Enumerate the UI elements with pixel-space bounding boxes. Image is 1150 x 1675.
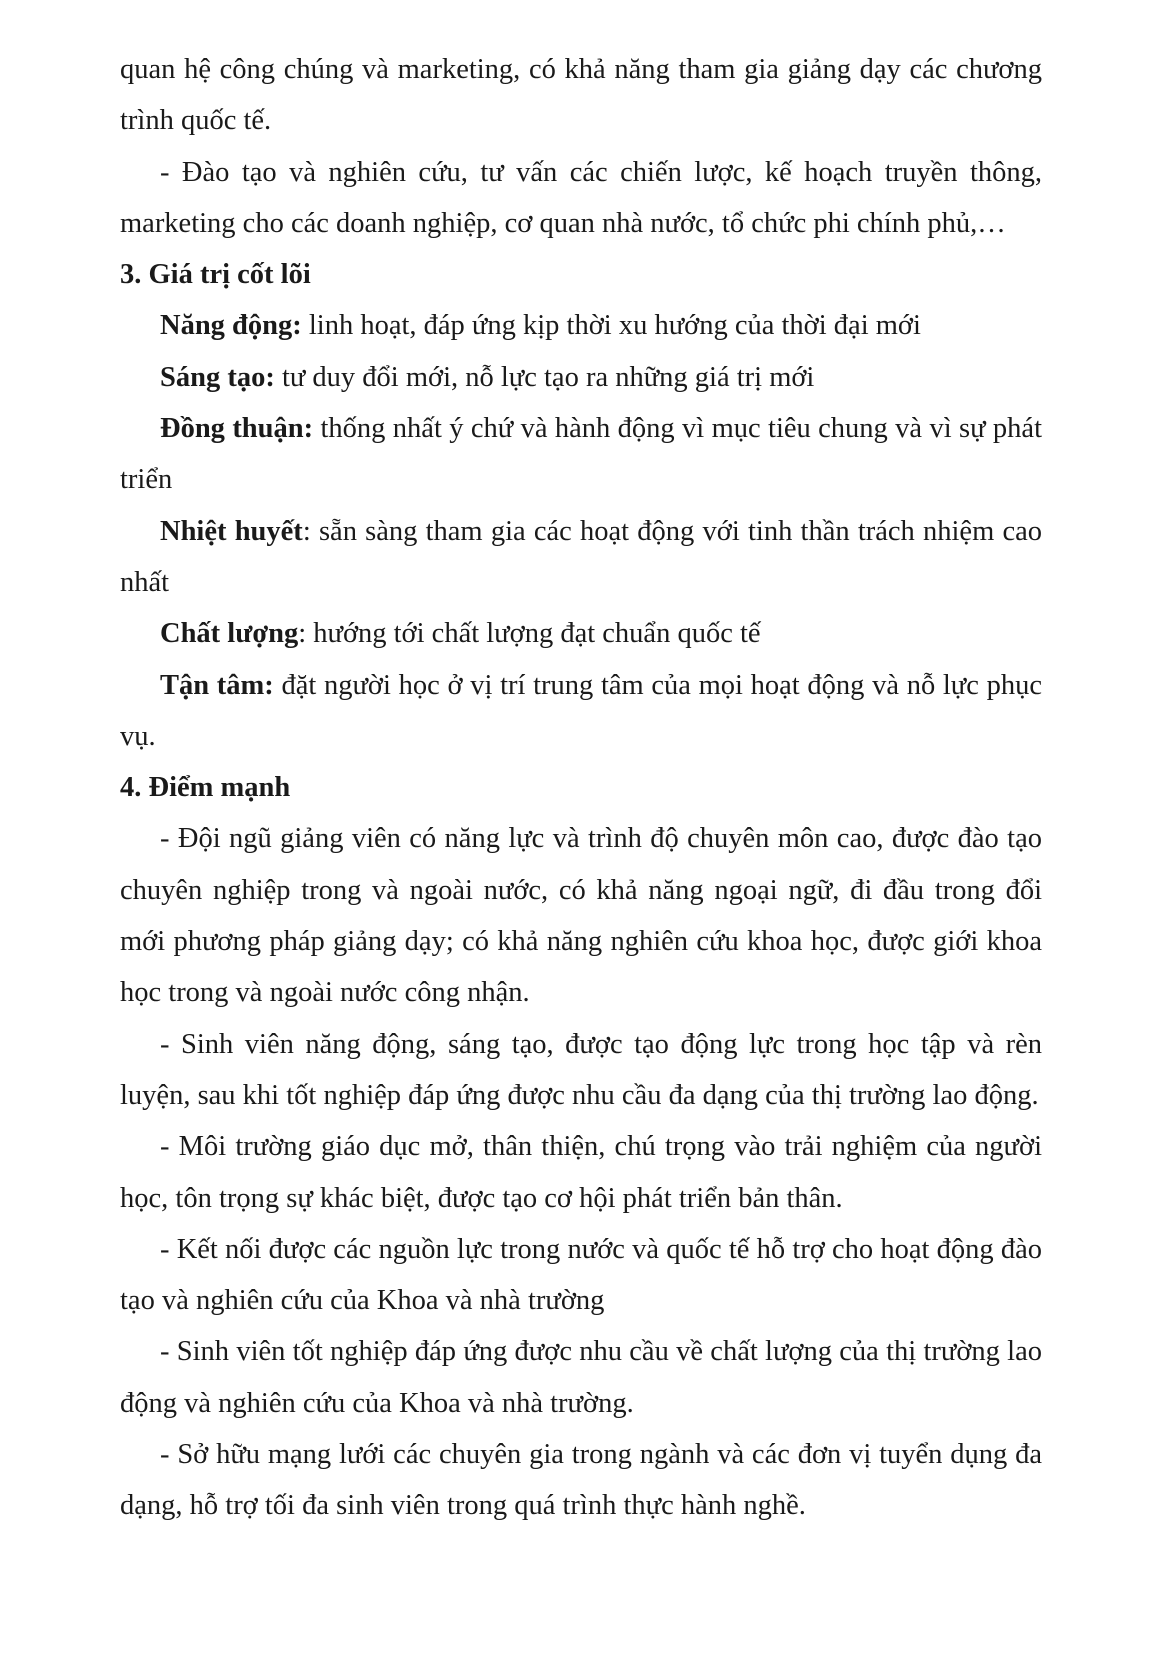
strength-item: - Sinh viên tốt nghiệp đáp ứng được nhu cầu về chất lượng của thị trường lao động và nghiên cứu của Khoa và nhà trường.: [120, 1336, 1042, 1419]
core-value-term: Chất lượng: [160, 618, 299, 650]
intro-paragraph: quan hệ công chúng và marketing, có khả năng tham gia giảng dạy các chương trình quốc tế.: [120, 54, 1042, 137]
strength-item: - Sinh viên năng động, sáng tạo, được tạo động lực trong học tập và rèn luyện, sau khi tốt nghiệp đáp ứng được nhu cầu đa dạng của thị trường lao động.: [120, 1028, 1042, 1111]
core-value-text: : hướng tới chất lượng đạt chuẩn quốc tế: [298, 618, 761, 650]
strength-item: - Môi trường giáo dục mở, thân thiện, chú trọng vào trải nghiệm của người học, tôn trọng sự khác biệt, được tạo cơ hội phát triển bản thân.: [120, 1131, 1042, 1214]
core-value-item: [120, 403, 1042, 506]
core-value-text: đặt người học ở vị trí trung tâm của mọi hoạt động và nỗ lực phục vụ.: [120, 669, 1042, 752]
core-value-item: [120, 506, 1042, 609]
core-value-term: Năng động:: [160, 310, 302, 342]
core-value-item: [120, 660, 1042, 763]
intro-bullet: - Đào tạo và nghiên cứu, tư vấn các chiến lược, kế hoạch truyền thông, marketing cho các doanh nghiệp, cơ quan nhà nước, tổ chức phi chính phủ,…: [120, 156, 1042, 239]
core-value-text: : sẵn sàng tham gia các hoạt động với tinh thần trách nhiệm cao nhất: [120, 515, 1042, 598]
section-heading-core-values: 3. Giá trị cốt lõi: [120, 259, 311, 291]
core-value-term: Sáng tạo:: [160, 361, 275, 393]
core-value-text: tư duy đổi mới, nỗ lực tạo ra những giá trị mới: [274, 361, 815, 393]
core-value-item: [120, 300, 1042, 351]
strength-item: - Kết nối được các nguồn lực trong nước và quốc tế hỗ trợ cho hoạt động đào tạo và nghiên cứu của Khoa và nhà trường: [120, 1233, 1042, 1317]
core-value-item: [120, 608, 1042, 659]
core-value-term: Nhiệt huyết: [160, 515, 303, 547]
core-value-item: [120, 352, 1042, 403]
core-value-text: thống nhất ý chứ và hành động vì mục tiêu chung và vì sự phát triển: [120, 413, 1042, 496]
core-value-term: Đồng thuận:: [160, 413, 314, 445]
core-value-term: Tận tâm:: [160, 669, 274, 701]
strength-item: - Đội ngũ giảng viên có năng lực và trình độ chuyên môn cao, được đào tạo chuyên nghiệp trong và ngoài nước, có khả năng ngoại ngữ, đi đầu trong đổi mới phương pháp giảng dạy; có khả năng nghiên cứu khoa học, được giới khoa học trong và ngoài nước công nhận.: [120, 823, 1042, 1009]
strength-item: - Sở hữu mạng lưới các chuyên gia trong ngành và các đơn vị tuyển dụng đa dạng, hỗ trợ tối đa sinh viên trong quá trình thực hành nghề.: [120, 1439, 1042, 1522]
document-page: [120, 44, 1042, 1532]
section-heading-strengths: 4. Điểm mạnh: [120, 772, 291, 804]
core-value-text: linh hoạt, đáp ứng kịp thời xu hướng của thời đại mới: [301, 310, 921, 342]
